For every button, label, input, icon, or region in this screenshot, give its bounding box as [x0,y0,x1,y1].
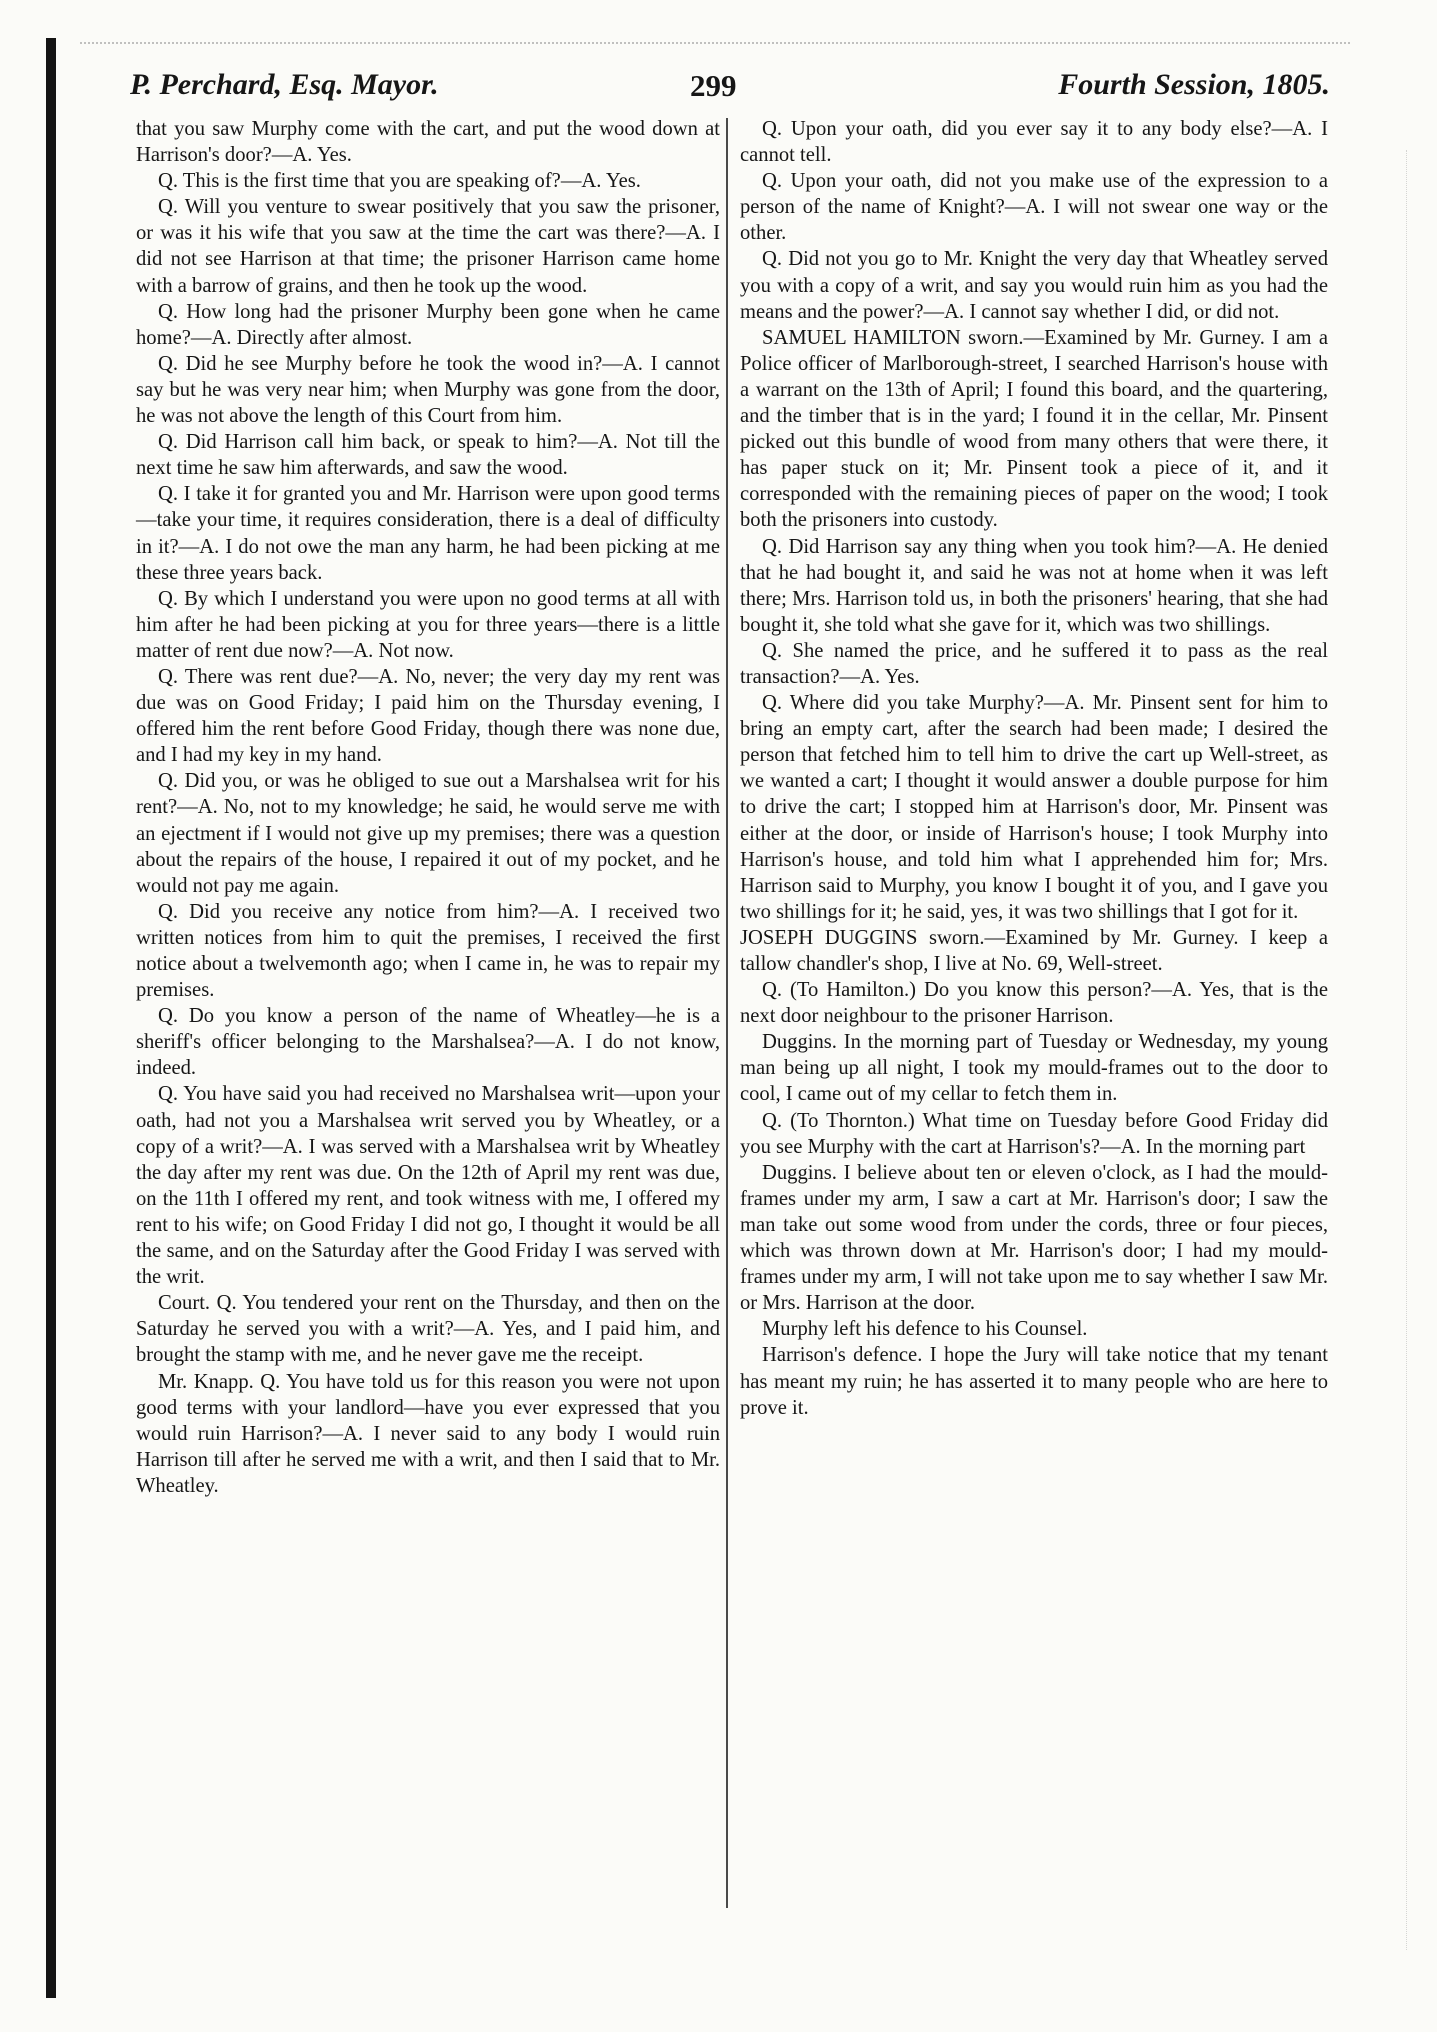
paragraph: Duggins. In the morning part of Tuesday or Wednesday, my young man being up all night, I took my mould-frames out to the door to cool, I came out of my cellar to fetch them in. [740,1031,1328,1106]
paragraph: Duggins. I believe about ten or eleven o'clock, as I had the mould-frames under my arm, I saw a cart at Mr. Harrison's door; I saw the man take out some wood from under the cords, three or four pieces, which was thrown down at Mr. Harrison's door; I had my mould-frames under my arm, I will not take upon me to say whether I saw Mr. or Mrs. Harrison at the door. [740,1161,1328,1315]
paragraph: SAMUEL HAMILTON sworn.—Examined by Mr. Gurney. I am a Police officer of Marlborough-street, I searched Harrison's house with a warrant on the 13th of April; I found this board, and the quartering, and the timber that is in the yard; I found it in the cellar, Mr. Pinsent picked out this bundle of wood from many others that were there, it has paper stuck on it; Mr. Pinsent took a piece of it, and it corresponded with the remaining pieces of paper on the wood; I took both the prisoners into custody. [740,326,1328,532]
paragraph: Q. Did he see Murphy before he took the wood in?—A. I cannot say but he was very near him; when Murphy was gone from the door, he was not above the length of this Court from him. [136,352,720,428]
header-mayor: P. Perchard, Esq. Mayor. [130,68,439,101]
paragraph: Q. You have said you had received no Marshalsea writ—upon your oath, had not you a Marshalsea writ served you by Wheatley, or a copy of a writ?—A. I was served with a Marshalsea writ by Wheatley the day after my rent was due. On the 12th of April my rent was due, on the 11th I offered my rent, and took witness with me, I offered my rent to his wife; on Good Friday I did not go, I thought it would be all the same, and on the Saturday after the Good Friday I was served with the writ. [136,1083,720,1289]
running-header [130,68,1330,118]
header-session: Fourth Session, 1805. [1058,68,1330,101]
paragraph: Q. Do you know a person of the name of Wheatley—he is a sheriff's officer belonging to the Marshalsea?—A. I do not know, indeed. [136,1005,720,1080]
paragraph: that you saw Murphy come with the cart, and put the wood down at Harrison's door?—A. Yes. [136,118,720,167]
paragraph: Q. I take it for granted you and Mr. Harrison were upon good terms—take your time, it requires consideration, there is a deal of difficulty in it?—A. I do not owe the man any harm, he had been picking at me these three years back. [136,483,720,584]
paragraph: Q. There was rent due?—A. No, never; the very day my rent was due was on Good Friday; I paid him on the Thursday evening, I offered him the rent before Good Friday, though there was none due, and I had my key in my hand. [136,665,720,767]
left-column [136,116,720,1499]
page-edge-rule [46,38,56,1998]
paragraph: Murphy left his defence to his Counsel. [762,1318,1088,1341]
paragraph: Q. Did not you go to Mr. Knight the very day that Wheatley served you with a copy of a writ, and say you would ruin him as you had the means and the power?—A. I cannot say whether I did, or did not. [740,248,1328,323]
paragraph: Q. (To Hamilton.) Do you know this person?—A. Yes, that is the next door neighbour to the prisoner Harrison. [740,979,1328,1028]
paragraph: Mr. Knapp. Q. You have told us for this reason you were not upon good terms with your landlord—have you ever expressed that you would ruin Harrison?—A. I never said to any body I would ruin Harrison till after he served me with a writ, and then I said that to Mr. Wheatley. [136,1370,720,1497]
right-column [740,116,1328,1421]
paragraph: Q. She named the price, and he suffered it to pass as the real transaction?—A. Yes. [740,639,1328,688]
paragraph: Q. By which I understand you were upon no good terms at all with him after he had been picking at you for three years—there is a little matter of rent due now?—A. Not now. [136,587,720,662]
paragraph: Q. Did you, or was he obliged to sue out a Marshalsea writ for his rent?—A. No, not to my knowledge; he said, he would serve me with an ejectment if I would not give up my premises; there was a question about the repairs of the house, I repaired it out of my pocket, and he would not pay me again. [136,770,720,897]
paragraph: Q. How long had the prisoner Murphy been gone when he came home?—A. Directly after almost. [136,300,720,349]
paragraph: Q. Did Harrison call him back, or speak to him?—A. Not till the next time he saw him afterwards, and saw the wood. [136,431,720,480]
paragraph: JOSEPH DUGGINS sworn.—Examined by Mr. Gurney. I keep a tallow chandler's shop, I live at No. 69, Well-street. [740,926,1328,975]
paragraph: Q. Did you receive any notice from him?—A. I received two written notices from him to quit the premises, I received the first notice about a twelvemonth ago; when I came in, he was to repair my premises. [136,900,720,1002]
paragraph: Q. Where did you take Murphy?—A. Mr. Pinsent sent for him to bring an empty cart, after the search had been made; I desired the person that fetched him to tell him to drive the cart up Well-street, as we wanted a cart; I thought it would answer a double purpose for him to drive the cart; I stopped him at Harrison's door, Mr. Pinsent was either at the door, or inside of Harrison's house; I took Murphy into Harrison's house, and told him what I apprehended him for; Mrs. Harrison said to Murphy, you know I bought it of you, and I gave you two shillings for it; he said, yes, it was two shillings that I got for it. [740,692,1328,923]
top-page-marks [80,42,1350,50]
paragraph: Harrison's defence. I hope the Jury will take notice that my tenant has meant my ruin; he has asserted it to many people who are here to prove it. [740,1344,1328,1419]
right-margin-marks [1386,150,1407,1950]
paragraph: Court. Q. You tendered your rent on the Thursday, and then on the Saturday he served you with a writ?—A. Yes, and I paid him, and brought the stamp with me, and he never gave me the receipt. [136,1292,720,1367]
page-number: 299 [690,68,737,103]
paragraph: Q. (To Thornton.) What time on Tuesday before Good Friday did you see Murphy with the cart at Harrison's?—A. In the morning part [740,1109,1328,1158]
paragraph: Q. Upon your oath, did you ever say it to any body else?—A. I cannot tell. [740,118,1328,167]
column-divider [726,118,728,1908]
paragraph: Q. Upon your oath, did not you make use of the expression to a person of the name of Knight?—A. I will not swear one way or the other. [740,170,1328,245]
paragraph: Q. This is the first time that you are speaking of?—A. Yes. [158,170,641,193]
paragraph: Q. Will you venture to swear positively that you saw the prisoner, or was it his wife that you saw at the time the cart was there?—A. I did not see Harrison at that time; the prisoner Harrison came home with a barrow of grains, and then he took up the wood. [136,196,720,297]
paragraph: Q. Did Harrison say any thing when you took him?—A. He denied that he had bought it, and said he was not at home when it was left there; Mrs. Harrison told us, in both the prisoners' hearing, that she had bought it, she told what she gave for it, which was two shillings. [740,535,1328,636]
